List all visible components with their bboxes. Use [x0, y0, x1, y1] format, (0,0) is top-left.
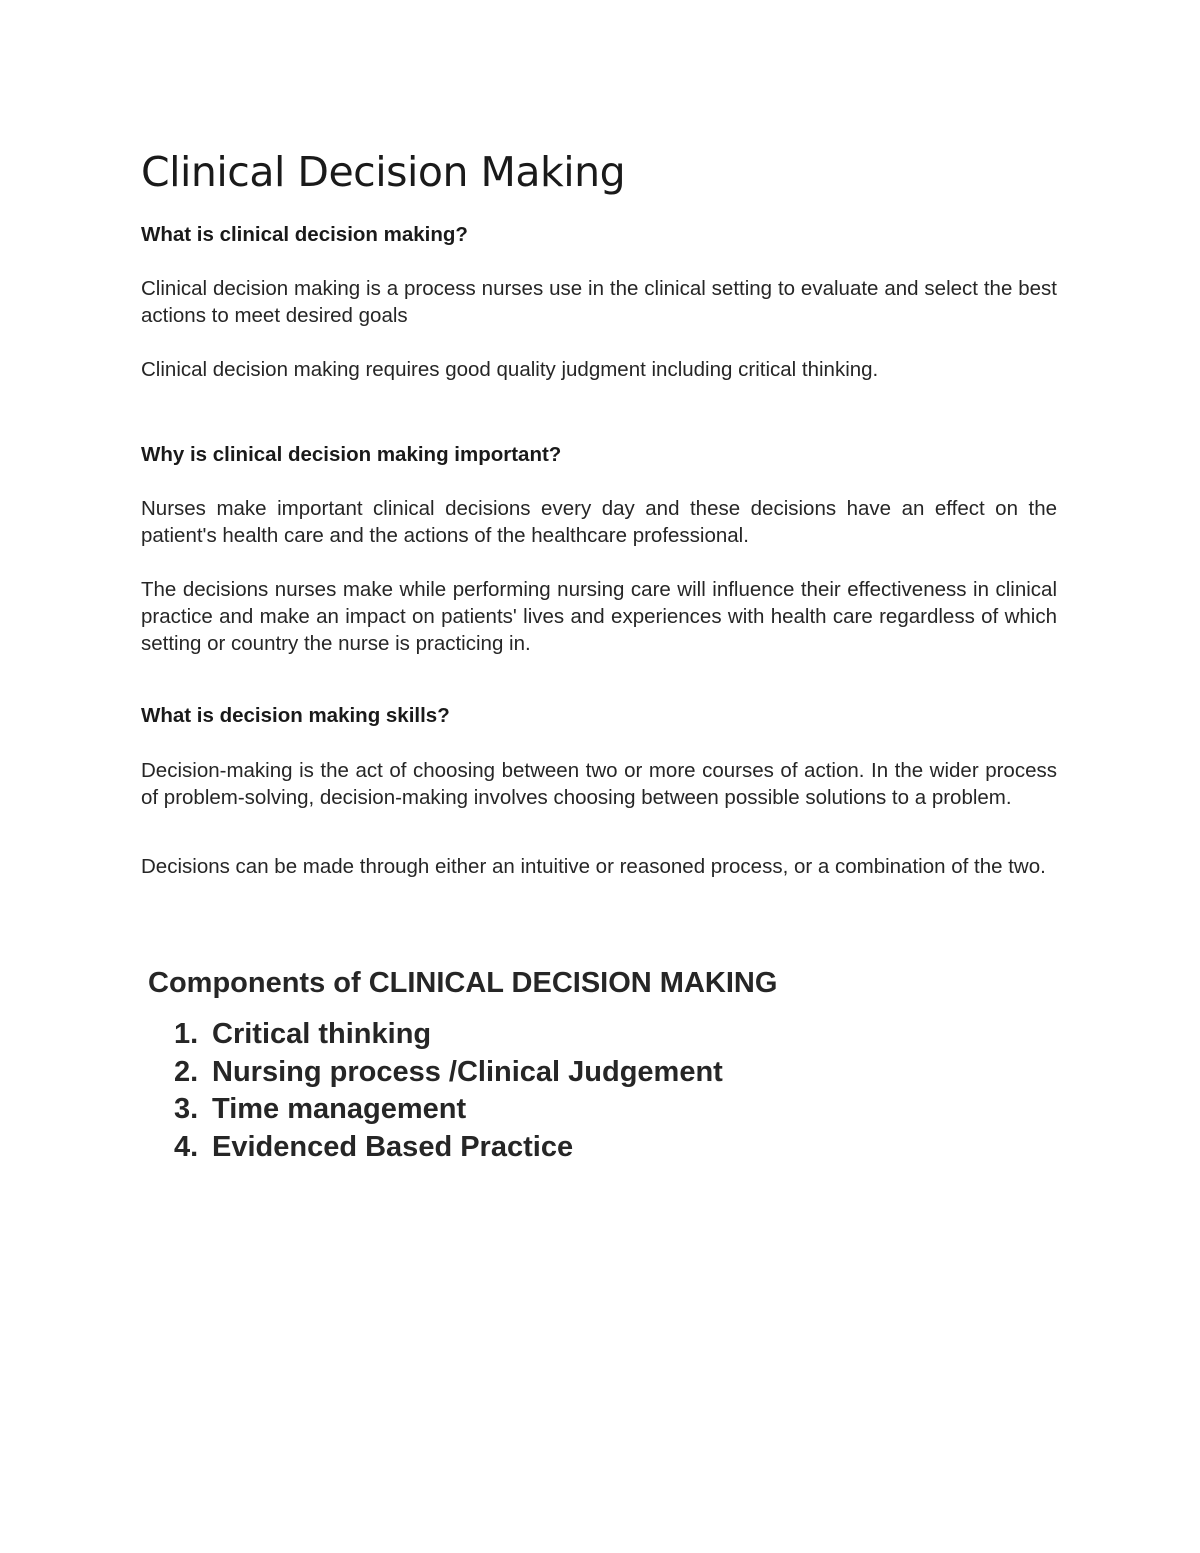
components-heading: Components of CLINICAL DECISION MAKING	[148, 967, 778, 999]
section-paragraph: Clinical decision making requires good quality judgment including critical thinking.	[141, 358, 879, 381]
list-item-label: Critical thinking	[212, 1018, 432, 1050]
section-paragraph: Nurses make important clinical decisions every day and these decisions have an effect on the patient's health care and the actions of the healthcare professional.	[141, 497, 1057, 547]
section-paragraph: The decisions nurses make while performing nursing care will influence their effectiveness in clinical practice and make an impact on patients' lives and experiences with health care regardless of which setting or country the nurse is practicing in.	[141, 578, 1057, 655]
list-item	[174, 1091, 723, 1129]
list-item-label: Nursing process /Clinical Judgement	[212, 1055, 723, 1088]
list-item-number: 1.	[174, 1018, 199, 1050]
document-title: Clinical Decision Making	[141, 148, 626, 196]
list-item-number: 3.	[174, 1093, 199, 1125]
list-item-label: Evidenced Based Practice	[212, 1130, 574, 1163]
list-item-number: 2.	[174, 1055, 199, 1088]
section-paragraph: Decision-making is the act of choosing between two or more courses of action. In the wider process of problem-solving, decision-making involves choosing between possible solutions to a problem.	[141, 759, 1057, 809]
list-item-number: 4.	[174, 1130, 199, 1163]
list-item	[174, 1016, 723, 1054]
components-list	[174, 1016, 723, 1166]
section-heading-decision-skills: What is decision making skills?	[141, 704, 450, 727]
section-heading-what-is: What is clinical decision making?	[141, 223, 468, 246]
section-heading-why-important: Why is clinical decision making important?	[141, 443, 562, 466]
list-item	[174, 1054, 723, 1092]
section-paragraph: Decisions can be made through either an intuitive or reasoned process, or a combination of the two.	[141, 855, 1046, 878]
list-item-label: Time management	[212, 1093, 467, 1125]
section-paragraph: Clinical decision making is a process nurses use in the clinical setting to evaluate and select the best actions to meet desired goals	[141, 277, 1057, 327]
list-item	[174, 1129, 723, 1167]
